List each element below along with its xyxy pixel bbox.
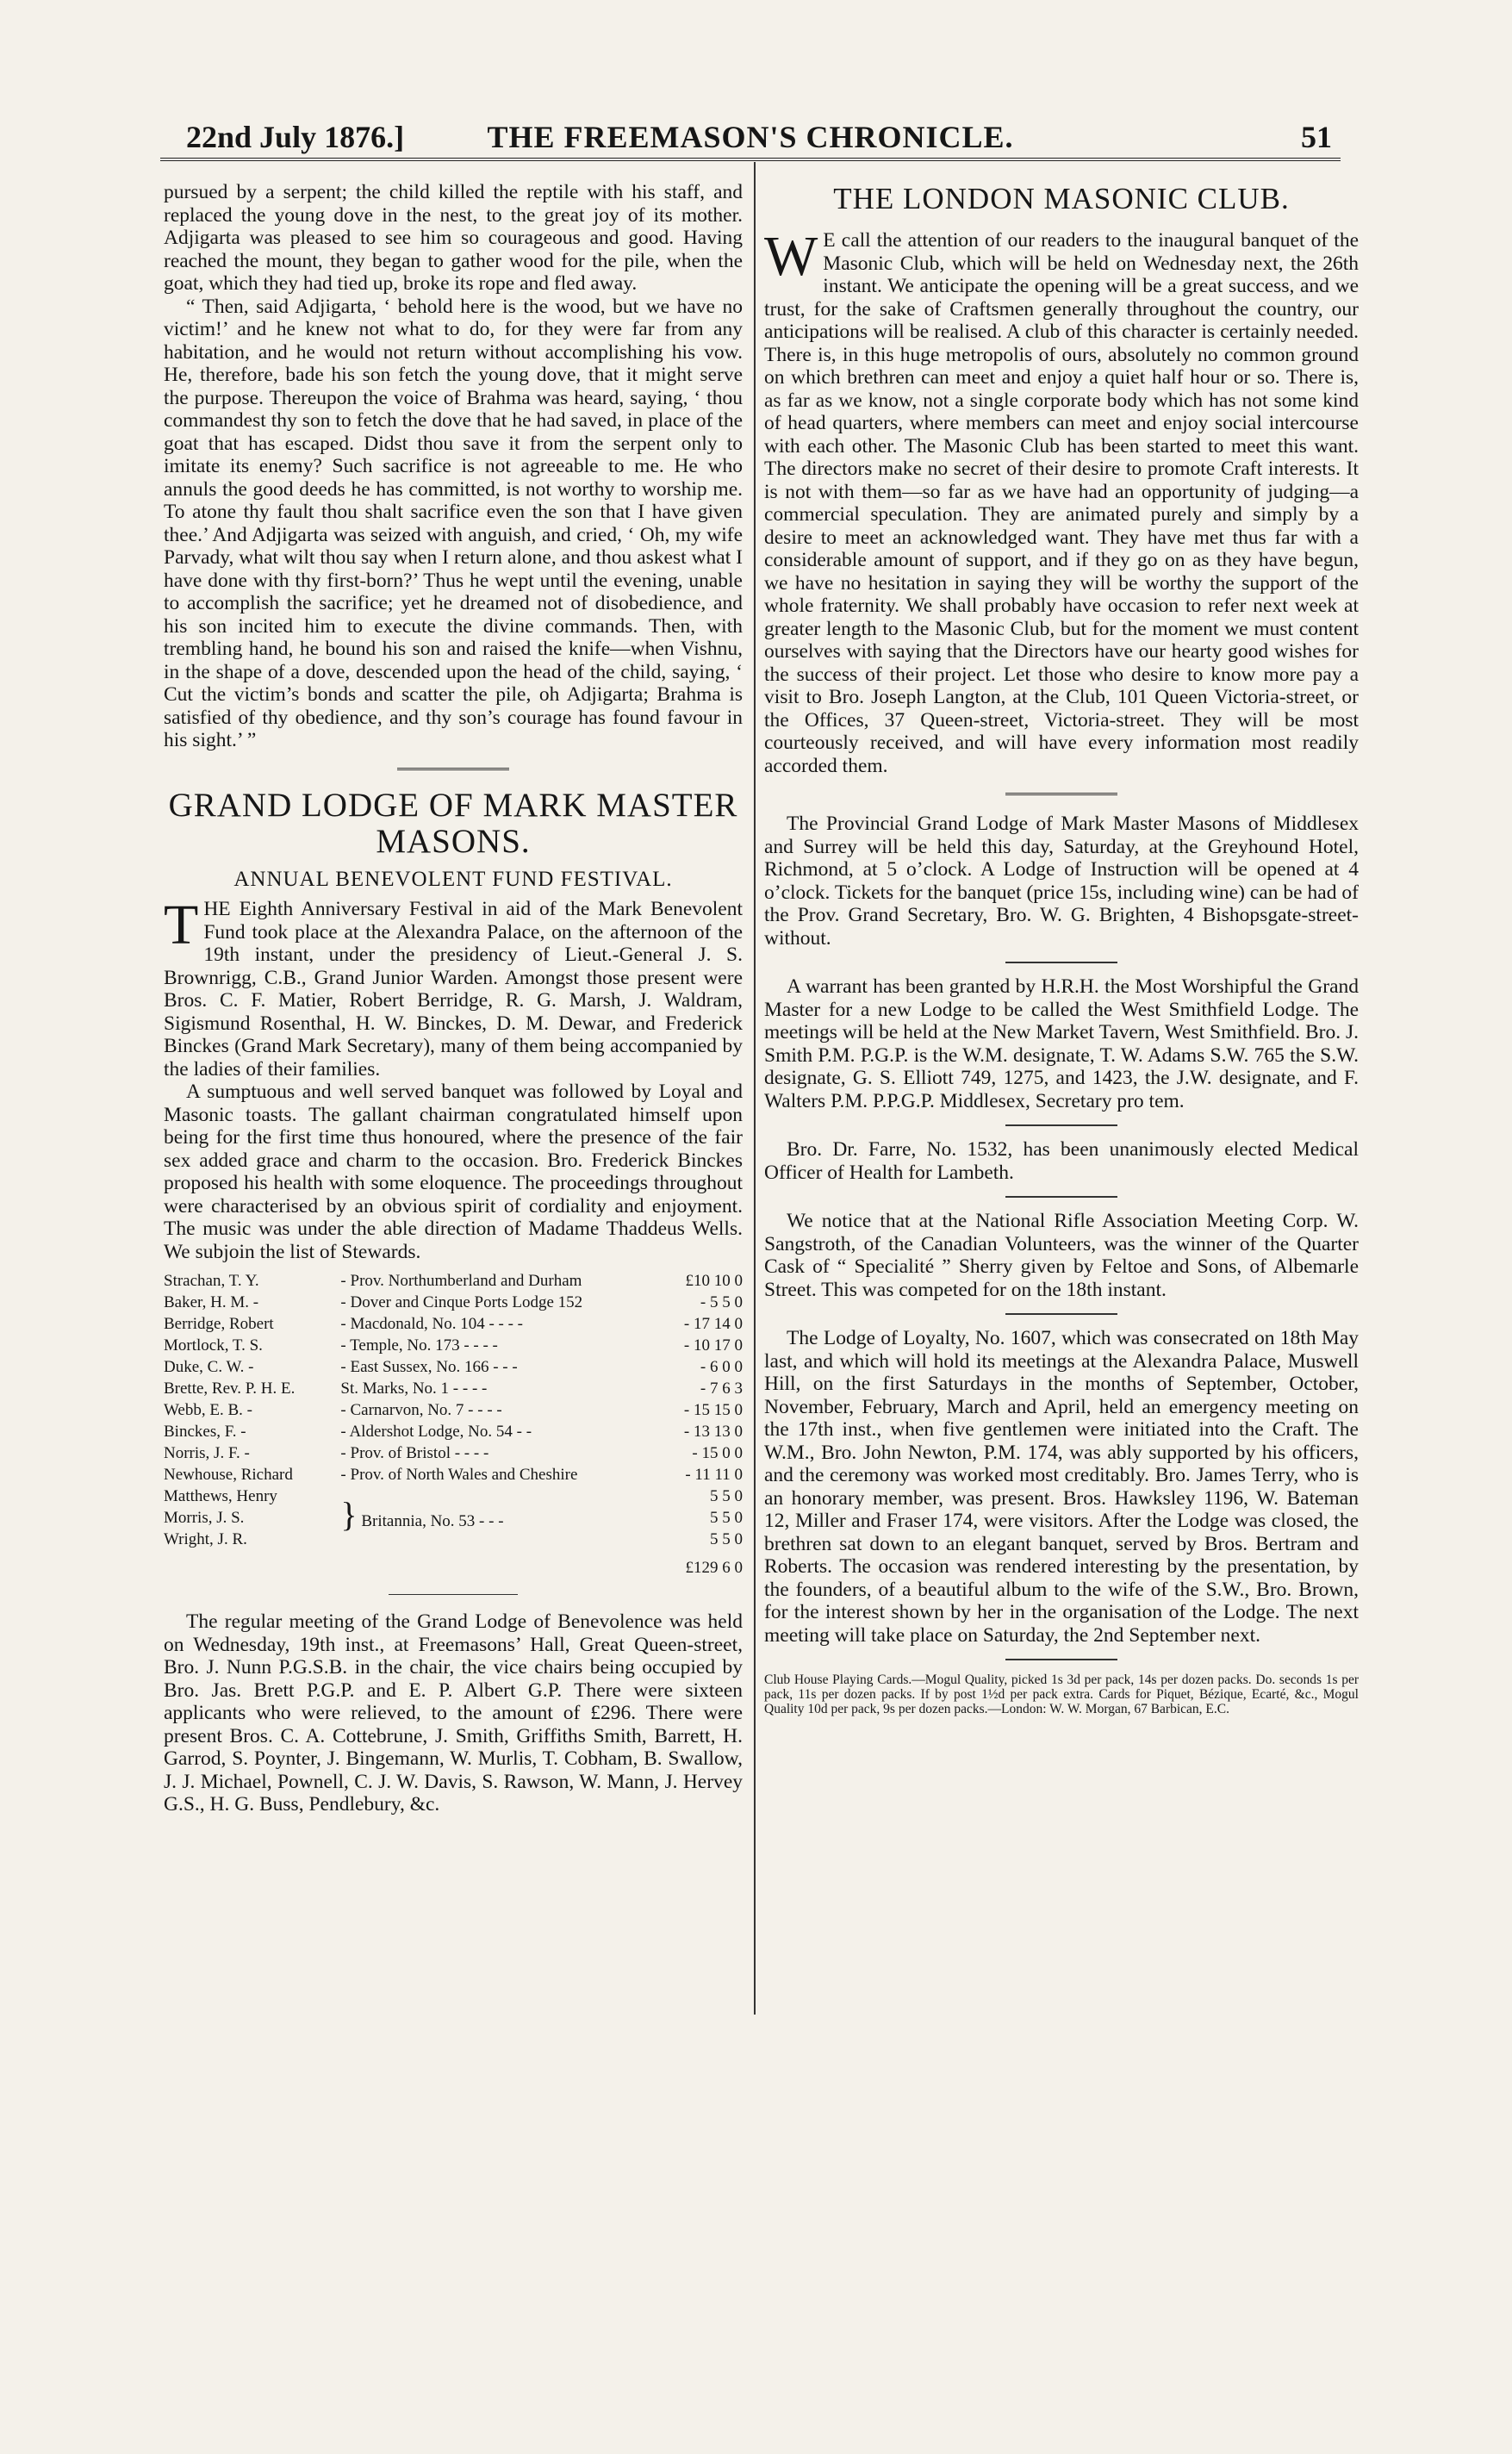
drop-cap: T <box>164 894 199 956</box>
table-total-row <box>164 1550 743 1579</box>
club-paragraph: W E call the attention of our readers to the inaugural banquet of the Masonic Club, which will be held on Wednesday next, the 26th instant. We anticipate the opening will be a great success, and we trust, for the sake of Craftsmen generally throughout the country, our anticipations will be realised. A club of this character is certainly needed. There is, in this huge metropolis of ours, absolutely no common ground on which brethren can meet and enjoy a quiet half hour or so. There is, as far as we know, not a single corporate body which has not some kind of head quarters, where members can meet and enjoy social intercourse with each other. The Masonic Club has been started to meet this want. The directors make no secret of their desire to promote Craft interests. It is not with them—so far as we have had an opportunity of judging—a commercial speculation. They are animated purely and simply by a desire to meet an acknowledged want. They have met thus far with a considerable amount of support, and if they go on as they have begun, we have no hesitation in saying they will be worthy the support of the whole fraternity. We shall probably have occasion to refer next week at greater length to the Masonic Club, but for the moment we must content ourselves with saying that the Directors have our hearty good wishes for the success of their project. Let those who desire to know more pay a visit to Bro. Joseph Langton, at the Club, 101 Queen Victoria-street, or the Offices, 37 Queen-street, Victoria-street. They will be most courteously received, and will have every information most readily accorded them. <box>764 225 1359 777</box>
section-separator <box>1005 1313 1117 1315</box>
festival-paragraph: A sumptuous and well served banquet was followed by Loyal and Masonic toasts. The gallant chairman congratulated himself upon being for the first time thus honoured, where the presence of the fair sex added grace and charm to the occasion. Bro. Frederick Binckes proposed his health with some eloquence. The proceedings throughout were characterised by an obvious spirit of cordiality and enjoyment. The music was under the able direction of Madame Thaddeus Wells. We subjoin the list of Stewards. <box>164 1081 743 1263</box>
stewards-total: £129 6 0 <box>685 1559 743 1577</box>
provincial-paragraph: The Provincial Grand Lodge of Mark Master Masons of Middlesex and Surrey will be held this day, Saturday, at the Greyhound Hotel, Richmond, at 5 o’clock. A Lodge of Instruction will be opened at 4 o’clock. Tickets for the banquet (price 15s, including wine) can be had of the Prov. Grand Secretary, Bro. W. G. Brighten, 4 Bishopsgate-street-without. <box>764 813 1359 950</box>
table-row: Newhouse, Richard - Prov. of North Wales and Cheshire - 11 11 0 <box>164 1466 743 1484</box>
right-column <box>764 181 1359 1716</box>
table-row: Baker, H. M. - - Dover and Cinque Ports Lodge 152 - 5 5 0 <box>164 1293 743 1311</box>
warrant-paragraph: A warrant has been granted by H.R.H. the Most Worshipful the Grand Master for a new Lodge to be called the West Smithfield Lodge. The meetings will be held at the New Market Tavern, West Smithfield. Bro. J. Smith P.M. P.G.P. is the W.M. designate, T. W. Adams S.W. 765 the S.W. designate, G. S. Elliott 749, 1275, and 1423, the J.W. designate, and F. Walters P.M. P.P.G.P. Middlesex, Secretary pro tem. <box>764 975 1360 1112</box>
table-row: Mortlock, T. S. - Temple, No. 173 - - - - - 10 17 0 <box>164 1336 743 1355</box>
section-separator <box>389 1594 518 1595</box>
section-separator <box>397 768 509 772</box>
table-row: Strachan, T. Y. - Prov. Northumberland and Durham £10 10 0 <box>164 1272 743 1290</box>
column-divider <box>754 162 756 2015</box>
section-separator <box>1005 1124 1117 1126</box>
table-row: Norris, J. F. - - Prov. of Bristol - - - - - 15 0 0 <box>164 1444 743 1462</box>
loyalty-paragraph: The Lodge of Loyalty, No. 1607, which was consecrated on 18th May last, and which will hold its meetings at the Alexandra Palace, Muswell Hill, on the first Saturdays in the months of September, October, November, February, March and April, held an emergency meeting on the 17th inst., when five gentlemen were initiated into the Craft. The W.M., Bro. John Newton, P.M. 174, was ably supported by his officers, and the ceremony was worked most creditably. Bro. James Terry, who is an honorary member, was present. Bros. Hawksley 1196, W. Bateman 12, Miller and Fraser 174, were visitors. After the Lodge was closed, the brethren sat down to an elegant banquet, served by Bros. Bertram and Roberts. The occasion was rendered interesting by the presentation, by the founders, of a beautiful album to the wife of the S.W., Bro. Brown, for the interest shown by her in the organisation of the Lodge. The next meeting will take place on Saturday, the 2nd September next. <box>764 1327 1359 1647</box>
page-header <box>160 112 1341 153</box>
table-row: Matthews, Henry Morris, J. S. Wright, J. R. } Britannia, No. 53 - - - 5 5 0 5 5 0 5 5 0 <box>164 1487 743 1548</box>
festival-paragraph: T HE Eighth Anniversary Festival in aid of the Mark Benevolent Fund took place at the Alexandra Palace, on the afternoon of the 19th instant, under the presidency of Lieut.-General J. S. Brownrigg, C.B., Grand Junior Warden. Amongst those present were Bros. C. F. Matier, Robert Berridge, R. G. Marsh, J. Waldram, Sigismund Rosenthal, H. W. Binckes, D. M. Dewar, and Frederick Binckes (Grand Mark Secretary), many of them being accompanied by the ladies of their families. <box>164 894 743 1081</box>
section-separator <box>1005 962 1117 963</box>
story-paragraph: “ Then, said Adjigarta, ‘ behold here is the wood, but we have no victim!’ and he knew not what to do, for they were far from any habitation, and he would not return without accomplishing his vow. He, therefore, bade his son fetch the young dove, that it might serve the purpose. Thereupon the voice of Brahma was heard, saying, ‘ thou commandest thy son to fetch the dove that he had saved, in place of the goat that has escaped. Didst thou save it from the serpent only to imitate its enemy? Such sacrifice is not agreeable to me. He who annuls the good deeds he has committed, is not worthy to worship me. To atone thy fault thou shalt sacrifice even the son that I have given thee.’ And Adjigarta was seized with anguish, and cried, ‘ Oh, my wife Parvady, what wilt thou say when I return alone, and thou askest what I have done with thy first-born?’ Thus he wept until the evening, unable to accomplish the sacrifice; yet he dreamed not of disobedience, and his son incited him to execute the divine commands. Then, with trembling hand, he bound his son and raised the knife—when Vishnu, in the shape of a dove, descended upon the head of the child, saying, ‘ Cut the victim’s bonds and scatter the pile, oh Adjigarta; Brahma is satisfied of thy obedience, and thy son’s courage has found favour in his sight.’ ” <box>164 295 743 751</box>
header-rule <box>160 158 1341 164</box>
benevolence-paragraph: The regular meeting of the Grand Lodge of Benevolence was held on Wednesday, 19th inst., at Freemasons’ Hall, Great Queen-street, Bro. J. Nunn P.G.S.B. in the chair, the vice chairs being occupied by Bro. Jas. Brett P.G.P. and E. P. Albert G.P. There were sixteen applicants who were relieved, to the amount of £296. There were present Bros. C. A. Cottebrune, J. Smith, Griffiths Smith, Barrett, H. Garrod, S. Poynter, J. Bingemann, W. Murlis, T. Cobham, B. Swallow, J. J. Michael, Pownell, C. J. W. Davis, S. Rawson, W. Mann, J. Hervey G.S., H. G. Buss, Pendlebury, &c. <box>164 1610 743 1816</box>
section-separator <box>1005 793 1117 797</box>
table-row: Berridge, Robert - Macdonald, No. 104 - - - - - 17 14 0 <box>164 1315 743 1333</box>
advertisement-note: Club House Playing Cards.—Mogul Quality, picked 1s 3d per pack, 14s per dozen packs. Do. seconds 1s per pack, 11s per dozen packs. If by post 1½d per pack extra. Cards for Piquet, Bézique, Ecarté, &c., Mogul Quality 10d per pack, 9s per dozen packs.—London: W. W. Morgan, 67 Barbican, E.C. <box>764 1672 1359 1716</box>
issue-date: 22nd July 1876.] <box>186 120 405 154</box>
grand-lodge-heading: GRAND LODGE OF MARK MASTER MASONS. <box>168 786 738 860</box>
club-heading: THE LONDON MASONIC CLUB. <box>833 182 1290 215</box>
table-row: Duke, C. W. - - East Sussex, No. 166 - - - - 6 0 0 <box>164 1358 743 1376</box>
stewards-table <box>164 1270 743 1579</box>
grand-lodge-subheading: ANNUAL BENEVOLENT FUND FESTIVAL. <box>233 867 673 891</box>
farre-paragraph: Bro. Dr. Farre, No. 1532, has been unanimously elected Medical Officer of Health for Lambeth. <box>764 1138 1359 1184</box>
rifle-paragraph: We notice that at the National Rifle Association Meeting Corp. W. Sangstroth, of the Canadian Volunteers, was the winner of the Quarter Cask of “ Specialité ” Sherry given by Feltoe and Sons, of Albemarle Street. This was competed for on the 18th instant. <box>764 1210 1359 1301</box>
drop-cap: W <box>764 225 818 288</box>
publication-title: THE FREEMASON'S CHRONICLE. <box>487 120 1014 154</box>
table-row: Webb, E. B. - - Carnarvon, No. 7 - - - - - 15 15 0 <box>164 1401 743 1419</box>
section-separator <box>1005 1196 1117 1198</box>
section-separator <box>1005 1659 1117 1660</box>
left-column <box>164 181 743 1816</box>
table-row: Binckes, F. - - Aldershot Lodge, No. 54 - - - 13 13 0 <box>164 1423 743 1441</box>
table-row: Brette, Rev. P. H. E. St. Marks, No. 1 - - - - - 7 6 3 <box>164 1380 743 1398</box>
page-number: 51 <box>1301 120 1332 154</box>
story-paragraph: pursued by a serpent; the child killed the reptile with his staff, and replaced the young dove in the nest, to the great joy of its mother. Adjigarta was pleased to see him so courageous and good. Having reached the mount, they began to gather wood for the pile, when the goat, which they had tied up, broke its rope and fled away. <box>164 181 743 295</box>
